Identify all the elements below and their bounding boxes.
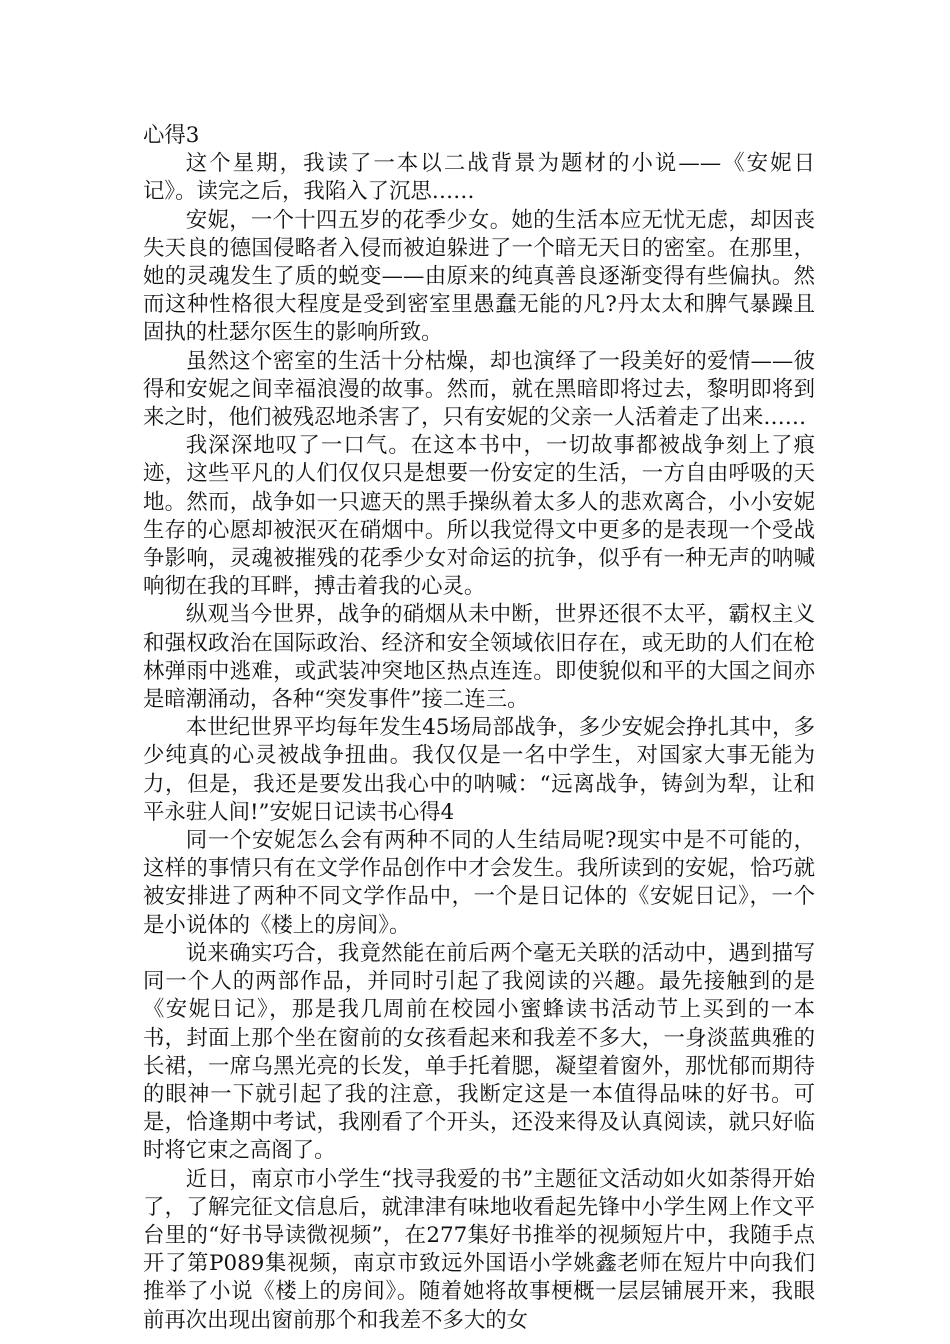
paragraph: 安妮，一个十四五岁的花季少女。她的生活本应无忧无虑，却因丧失天良的德国侵略者入侵而被迫躲进了一个暗无天日的密室。在那里，她的灵魂发生了质的蜕变——由原来的纯真善良逐渐变得有些偏执。然而这种性格很大程度是受到密室里愚蠢无能的凡?丹太太和脾气暴躁且固执的杜瑟尔医生的影响所致。	[143, 207, 815, 346]
paragraph: 我深深地叹了一口气。在这本书中，一切故事都被战争刻上了痕迹，这些平凡的人们仅仅只是想要一份安定的生活，一方自由呼吸的天地。然而，战争如一只遮天的黑手操纵着太多人的悲欢离合，小小安妮生存的心愿却被泯灭在硝烟中。所以我觉得文中更多的是表现一个受战争影响，灵魂被摧残的花季少女对命运的抗争，似乎有一种无声的呐喊响彻在我的耳畔，搏击着我的心灵。	[143, 433, 815, 600]
paragraph: 同一个安妮怎么会有两种不同的人生结局呢?现实中是不可能的，这样的事情只有在文学作品创作中才会发生。我所读到的安妮，恰巧就被安排进了两种不同文学作品中，一个是日记体的《安妮日记》，一个是小说体的《楼上的房间》。	[143, 828, 815, 938]
paragraph: 本世纪世界平均每年发生45场局部战争，多少安妮会挣扎其中，多少纯真的心灵被战争扭曲。我仅仅是一名中学生，对国家大事无能为力，但是，我还是要发出我心中的呐喊：“远离战争，铸剑为犁，让和平永驻人间!”安妮日记读书心得4	[143, 715, 815, 825]
paragraph: 这个星期，我读了一本以二战背景为题材的小说——《安妮日记》。读完之后，我陷入了沉思……	[143, 151, 815, 205]
document-body	[143, 122, 815, 1335]
paragraph: 纵观当今世界，战争的硝烟从未中断，世界还很不太平，霸权主义和强权政治在国际政治、经济和安全领域依旧存在，或无助的人们在枪林弹雨中逃难，或武装冲突地区热点连连。即使貌似和平的大国之间亦是暗潮涌动，各种“突发事件”接二连三。	[143, 602, 815, 713]
paragraph: 近日，南京市小学生“找寻我爱的书”主题征文活动如火如荼得开始了，了解完征文信息后，就津津有味地收看起先锋中小学生网上作文平台里的“好书导读微视频”，在277集好书推举的视频短片中，我随手点开了第P089集视频，南京市致远外国语小学姚鑫老师在短片中向我们推举了小说《楼上的房间》。随着她将故事梗概一层层铺展开来，我眼前再次出现出窗前那个和我差不多大的女	[143, 1166, 815, 1333]
section-heading: 心得3	[143, 123, 200, 148]
paragraph: 虽然这个密室的生活十分枯燥，却也演绎了一段美好的爱情——彼得和安妮之间幸福浪漫的故事。然而，就在黑暗即将过去，黎明即将到来之时，他们被残忍地杀害了，只有安妮的父亲一人活着走了出来……	[143, 348, 815, 431]
paragraph: 说来确实巧合，我竟然能在前后两个毫无关联的活动中，遇到描写同一个人的两部作品，并同时引起了我阅读的兴趣。最先接触到的是《安妮日记》，那是我几周前在校园小蜜蜂读书活动节上买到的一本书，封面上那个坐在窗前的女孩看起来和我差不多大，一身淡蓝典雅的长裙，一席乌黑光亮的长发，单手托着腮，凝望着窗外，那忧郁而期待的眼神一下就引起了我的注意，我断定这是一本值得品味的好书。可是，恰逢期中考试，我刚看了个开头，还没来得及认真阅读，就只好临时将它束之高阁了。	[143, 940, 815, 1164]
